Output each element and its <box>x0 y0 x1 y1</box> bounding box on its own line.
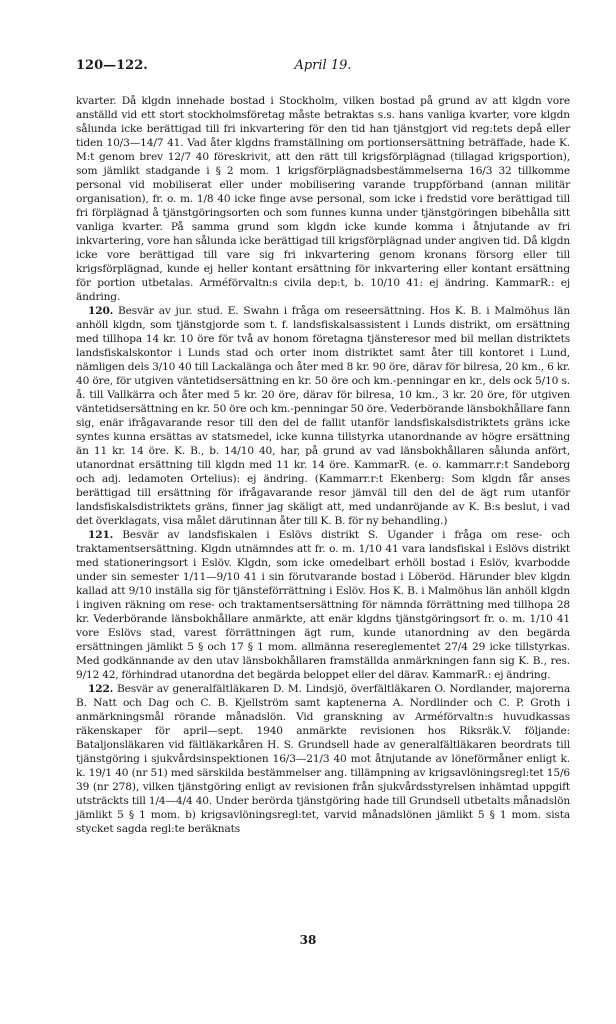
month-heading: April 19. <box>294 58 352 73</box>
body-text <box>76 94 570 836</box>
entry-120 <box>76 304 570 528</box>
entry-text: Besvär av generalfältläkaren D. M. Lindsjö, överfältläkaren O. Nordlander, majorerna B. Natt och Dag och C. B. Kjellström samt kaptenerna A. Nordlinder och C. P. Groth i anmärkningsmål rörande månadslön. Vid granskning av Arméförvaltn:s huvudkassas räkenskaper för april—sept. 1940 anmärkte revisionen hos Riksräk.V. följande: Bataljonsläkaren vid fältläkarkåren H. S. Grundsell hade av generalfältläkaren beordrats till tjänstgöring i sjukvårdsinspektionen 16/3—21/3 40 mot åtnjutande av löneförmåner enligt k. k. 19/1 40 (nr 51) med särskilda bestämmelser ang. tillämpning av krigsavlöningsregl:tet 15/6 39 (nr 278), vilken tjänstgöring enligt av revisionen från sjukvårdsstyrelsen inhämtad uppgift utsträckts till 1/4—4/4 40. Under berörda tjänstgöring hade till Grundsell utbetalts månadslön jämlikt 5 § 1 mom. b) krigsavlöningsregl:tet, varvid månadslönen jämlikt 5 § 1 mom. sista stycket sagda regl:te beräknats <box>76 683 570 835</box>
entry-number: 122. <box>88 683 114 695</box>
page-range-label: 120—122. <box>76 58 148 73</box>
entry-number: 120. <box>88 305 114 317</box>
continuation-paragraph: kvarter. Då klgdn innehade bostad i Stockholm, vilken bostad på grund av att klgdn vore anställd vid ett stort stockholmsföretag måste betraktas s.s. hans vanliga kvarter, vore klgdn sålunda icke berättigad till fri inkvartering för den tid han tjänstgjort vid reg:tets depå eller tiden 10/3—14/7 41. Vad åter klgdns framställning om portionsersättning beträffade, hade K. M:t genom brev 12/7 40 föreskrivit, att den rätt till krigsförplägnad (tillagad krigsportion), som jämlikt stadgande i § 2 mom. 1 krigsförplägnadsbestämmelserna 16/3 32 tillkomme personal vid mobiliserat eller under mobilisering varande truppförband (annan militär organisation), fr. o. m. 1/8 40 icke finge avse personal, som icke i fredstid vore berättigad till fri förplägnad å tjänstgöringsorten och som funnes kunna under tjänstgöringen bibehålla sitt vanliga kvarter. På samma grund som klgdn icke kunde komma i åtnjutande av fri inkvartering, vore han sålunda icke berättigad till krigsförplägnad under angiven tid. Då klgdn icke vore berättigad till vare sig fri inkvartering genom kronans försorg eller till krigsförplägnad, kunde ej heller kontant ersättning för inkvartering eller kontant ersättning för portion utbetalas. Arméförvaltn:s civila dep:t, b. 10/10 41: ej ändring. KammarR.: ej ändring. <box>76 95 570 303</box>
entry-122 <box>76 682 570 836</box>
entry-text: Besvär av jur. stud. E. Swahn i fråga om reseersättning. Hos K. B. i Malmöhus län anhöll klgdn, som tjänstgjorde som t. f. landsfiskalsassistent i Lunds distrikt, om ersättning med tillhopa 14 kr. 10 öre för två av honom företagna tjänsteresor med bil mellan distriktets landsfiskalskontor i Lunds stad och orter inom distriktet samt åter till kontoret i Lund, nämligen dels 3/10 40 till Lackalänga och åter med 8 kr. 90 öre, därav för bilresa, 20 km., 6 kr. 40 öre, för utgiven väntetidsersättning en kr. 50 öre och km.-penningar en kr., dels ock 5/10 s. å. till Vallkärra och åter med 5 kr. 20 öre, därav för bilresa, 10 km., 3 kr. 20 öre, för utgiven väntetidsersättning en kr. 50 öre och km.-penningar 50 öre. Vederbörande länsbokhållare fann sig, enär ifrågavarande resor till den del de fallit utanför landsfiskalsdistriktets gräns icke syntes kunna ersättas av statsmedel, icke kunna tillstyrka utanordnande av högre ersättning än 11 kr. 14 öre. K. B., b. 14/10 40, har, på grund av vad länsbokhållaren sålunda anfört, utanordnat ersättning till klgdn med 11 kr. 14 öre. KammarR. (e. o. kammarr.r:t Sandeborg och adj. ledamoten Ortelius): ej ändring. (Kammarr.r:t Ekenberg: Som klgdn får anses berättigad till ersättning för ifrågavarande resor jämväl till den del de ägt rum utanför landsfiskalsdistriktets gräns, finner jag skäligt att, med undanröjande av K. B:s beslut, i vad det överklagats, visa målet därutinnan åter till K. B. för ny behandling.) <box>76 305 571 527</box>
entry-121 <box>76 528 570 682</box>
entry-number: 121. <box>88 529 114 541</box>
running-header <box>76 58 570 80</box>
page-number: 38 <box>299 933 317 947</box>
entry-text: Besvär av landsfiskalen i Eslövs distrikt S. Ugander i fråga om rese- och traktamentsersättning. Klgdn utnämndes att fr. o. m. 1/10 41 vara landsfiskal i Eslövs distrikt med stationeringsort i Eslöv. Klgdn, som icke omedelbart erhöll bostad i Eslöv, kvarbodde under sin semester 1/11—9/10 41 i sin förutvarande bostad i Löberöd. Härunder blev klgdn kallad att 9/10 inställa sig för tjänsteförrättning i Eslöv. Hos K. B. i Malmöhus län anhöll klgdn i ingiven räkning om rese- och traktamentsersättning för nämnda förrättning med tillhopa 28 kr. Vederbörande länsbokhållare anmärkte, att enär klgdns tjänstgöringsort fr. o. m. 1/10 41 vore Eslövs stad, varest förrättningen ägt rum, kunde utanordning av den begärda ersättningen jämlikt 5 § och 17 § 1 mom. allmänna resereglementet 27/4 29 icke tillstyrkas. Med godkännande av den utav länsbokhållaren framställda anmärkningen fann sig K. B., res. 9/12 42, förhindrad utanordna det begärda beloppet eller del därav. KammarR.: ej ändring. <box>76 529 570 681</box>
